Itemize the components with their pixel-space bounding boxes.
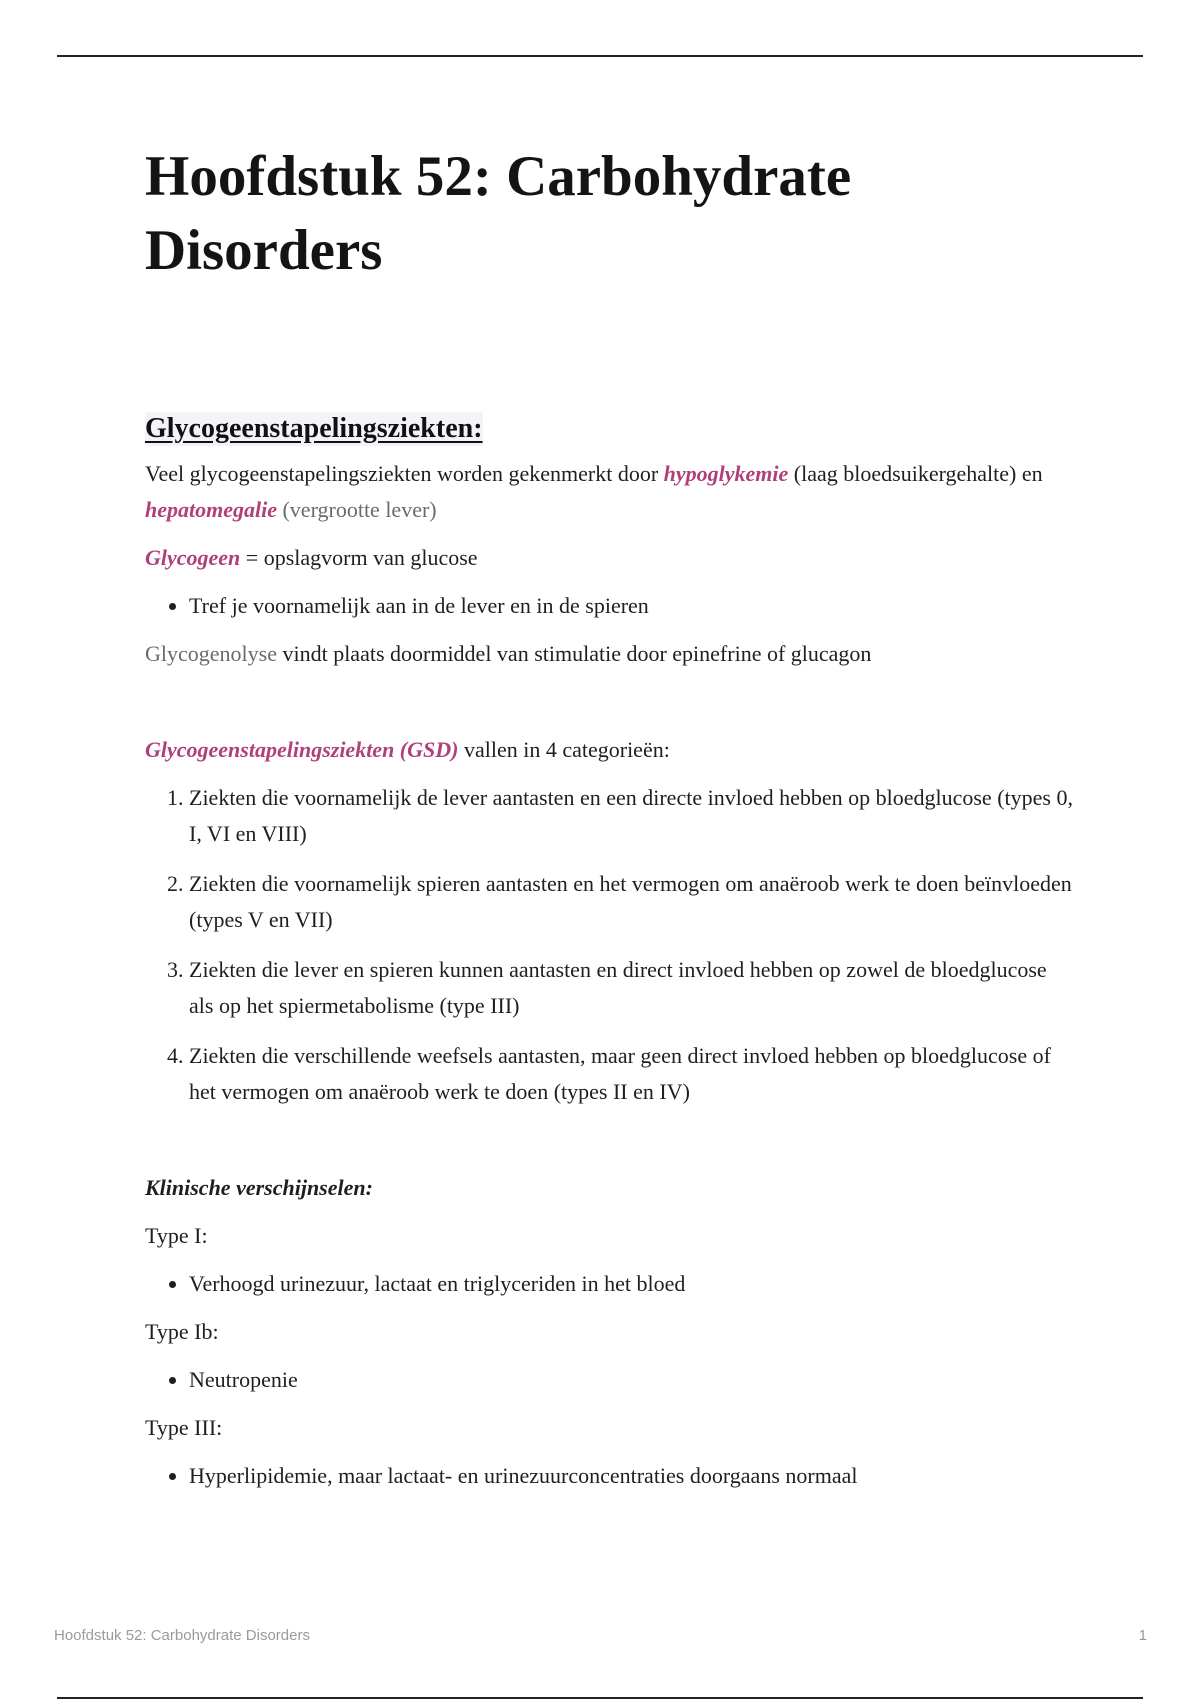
section-heading-wrap	[145, 412, 1075, 446]
intro-text-2: (laag bloedsuikergehalte) en	[788, 461, 1043, 486]
list-item: 1. Ziekten die voornamelijk de lever aantasten en een directe invloed hebben op bloedglucose (types 0, I, VI en VIII)	[189, 780, 1075, 852]
term-glycogeen: Glycogeen	[145, 545, 241, 570]
term-hypoglykemie: hypoglykemie	[663, 461, 789, 486]
top-rule	[57, 55, 1143, 57]
footer-title: Hoofdstuk 52: Carbohydrate Disorders	[54, 1627, 310, 1644]
gsd-text: vallen in 4 categorieën:	[458, 737, 670, 762]
list-item: 3. Ziekten die lever en spieren kunnen aantasten en direct invloed hebben op zowel de bloedglucose als op het spiermetabolisme (type III)	[189, 952, 1075, 1024]
page-title: Hoofdstuk 52: Carbohydrate Disorders	[145, 145, 852, 282]
intro-paragraph	[145, 456, 1075, 528]
type-label: Type Ib:	[145, 1319, 219, 1344]
type-label: Type III:	[145, 1415, 223, 1440]
type-bullet-list	[145, 1266, 1075, 1302]
glycogenolysis-paragraph	[145, 636, 1075, 672]
type-bullet-list	[145, 1458, 1075, 1494]
term-gsd: Glycogeenstapelingsziekten (GSD)	[145, 737, 459, 762]
footer-page-number: 1	[1138, 1627, 1147, 1644]
bottom-rule	[57, 1697, 1143, 1699]
list-item: • Tref je voornamelijk aan in de lever en in de spieren	[189, 588, 1075, 624]
definition-bullet-list	[145, 588, 1075, 624]
list-item: 4. Ziekten die verschillende weefsels aantasten, maar geen direct invloed hebben op bloedglucose of het vermogen om anaëroob werk te doen (types II en IV)	[189, 1038, 1075, 1110]
intro-text-1: Veel glycogeenstapelingsziekten worden gekenmerkt door	[145, 461, 664, 486]
type-label: Type I:	[145, 1223, 208, 1248]
term-hepatomegalie: hepatomegalie	[145, 497, 277, 522]
list-item: • Neutropenie	[189, 1362, 1075, 1398]
clinical-heading: Klinische verschijnselen:	[145, 1175, 373, 1200]
section-heading: Glycogeenstapelingsziekten:	[145, 413, 483, 444]
gsd-paragraph	[145, 732, 1075, 768]
list-item: • Hyperlipidemie, maar lactaat- en urinezuurconcentraties doorgaans normaal	[189, 1458, 1075, 1494]
page-content	[145, 140, 1075, 1494]
glycogenolysis-text: vindt plaats doormiddel van stimulatie door epinefrine of glucagon	[276, 641, 872, 666]
term-glycogenolyse: Glycogenolyse	[145, 641, 277, 666]
definition-paragraph	[145, 540, 1075, 576]
list-item: • Verhoogd urinezuur, lactaat en triglyceriden in het bloed	[189, 1266, 1075, 1302]
list-item: 2. Ziekten die voornamelijk spieren aantasten en het vermogen om anaëroob werk te doen beïnvloeden (types V en VII)	[189, 866, 1075, 938]
type-bullet-list	[145, 1362, 1075, 1398]
intro-text-3: (vergrootte lever)	[276, 497, 437, 522]
definition-text: = opslagvorm van glucose	[240, 545, 478, 570]
category-list	[145, 780, 1075, 1110]
